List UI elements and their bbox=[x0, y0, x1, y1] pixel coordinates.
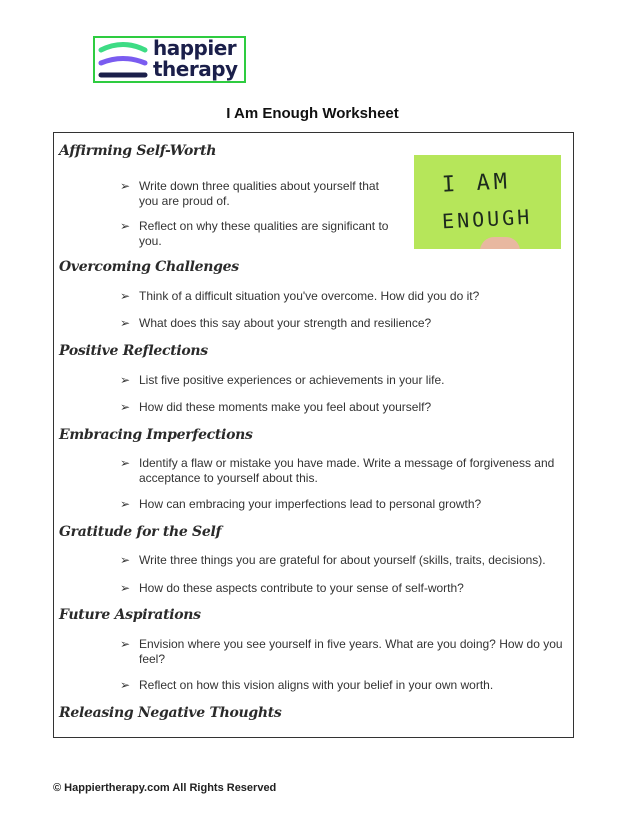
list-item bbox=[120, 581, 565, 596]
list-item bbox=[120, 553, 565, 568]
section-heading: Releasing Negative Thoughts bbox=[59, 705, 282, 721]
section-heading: Future Aspirations bbox=[59, 607, 201, 623]
worksheet-title: I Am Enough Worksheet bbox=[226, 105, 399, 122]
list-item bbox=[120, 678, 565, 693]
copyright-footer: © Happiertherapy.com All Rights Reserved bbox=[53, 782, 277, 794]
list-item-text: List five positive experiences or achievements in your life. bbox=[139, 373, 445, 387]
arrow-bullet-icon: ➢ bbox=[120, 456, 131, 470]
list-item-text: Envision where you see yourself in five years. What are you doing? How do you feel? bbox=[139, 637, 563, 666]
list-item bbox=[120, 289, 560, 304]
list-item bbox=[120, 373, 560, 388]
arrow-bullet-icon: ➢ bbox=[120, 179, 131, 193]
list-item-text: Think of a difficult situation you've overcome. How did you do it? bbox=[139, 289, 480, 303]
section-heading: Gratitude for the Self bbox=[59, 524, 222, 540]
arrow-bullet-icon: ➢ bbox=[120, 581, 131, 595]
arrow-bullet-icon: ➢ bbox=[120, 400, 131, 414]
section-heading: Positive Reflections bbox=[59, 343, 208, 359]
list-item-text: How do these aspects contribute to your sense of self-worth? bbox=[139, 581, 464, 595]
worksheet-frame bbox=[53, 132, 574, 738]
arrow-bullet-icon: ➢ bbox=[120, 219, 131, 233]
list-item-text: Identify a flaw or mistake you have made. Write a message of forgiveness and acceptance to yourself about this. bbox=[139, 456, 555, 485]
section-heading: Overcoming Challenges bbox=[59, 259, 239, 275]
logo-line-2: therapy bbox=[153, 57, 238, 81]
section-heading: Affirming Self-Worth bbox=[59, 143, 217, 159]
list-item-text: How did these moments make you feel about yourself? bbox=[139, 400, 432, 414]
arrow-bullet-icon: ➢ bbox=[120, 553, 131, 567]
list-item bbox=[120, 497, 565, 512]
list-item bbox=[120, 316, 560, 331]
section-heading: Embracing Imperfections bbox=[59, 427, 253, 443]
list-item-text: Reflect on how this vision aligns with your belief in your own worth. bbox=[139, 678, 494, 692]
arrow-bullet-icon: ➢ bbox=[120, 678, 131, 692]
arrow-bullet-icon: ➢ bbox=[120, 497, 131, 511]
list-item-text: Reflect on why these qualities are significant to you. bbox=[139, 219, 389, 248]
list-item bbox=[120, 219, 400, 249]
image-text-line-1: I AM bbox=[441, 169, 512, 198]
list-item bbox=[120, 456, 565, 486]
list-item-text: What does this say about your strength and resilience? bbox=[139, 316, 432, 330]
arrow-bullet-icon: ➢ bbox=[120, 373, 131, 387]
list-item bbox=[120, 637, 565, 667]
list-item-text: Write three things you are grateful for about yourself (skills, traits, decisions). bbox=[139, 553, 546, 567]
logo-waves-icon bbox=[97, 41, 149, 81]
i-am-enough-image bbox=[414, 155, 561, 249]
list-item-text: Write down three qualities about yourself that you are proud of. bbox=[139, 179, 379, 208]
thumb-icon bbox=[480, 237, 520, 249]
list-item bbox=[120, 179, 390, 209]
happier-therapy-logo bbox=[93, 36, 246, 83]
list-item-text: How can embracing your imperfections lead to personal growth? bbox=[139, 497, 482, 511]
arrow-bullet-icon: ➢ bbox=[120, 289, 131, 303]
image-text-line-2: ENOUGH bbox=[441, 204, 533, 234]
arrow-bullet-icon: ➢ bbox=[120, 637, 131, 651]
arrow-bullet-icon: ➢ bbox=[120, 316, 131, 330]
list-item bbox=[120, 400, 560, 415]
logo-wordmark bbox=[153, 38, 238, 80]
logo-line-1: happier bbox=[153, 36, 237, 60]
